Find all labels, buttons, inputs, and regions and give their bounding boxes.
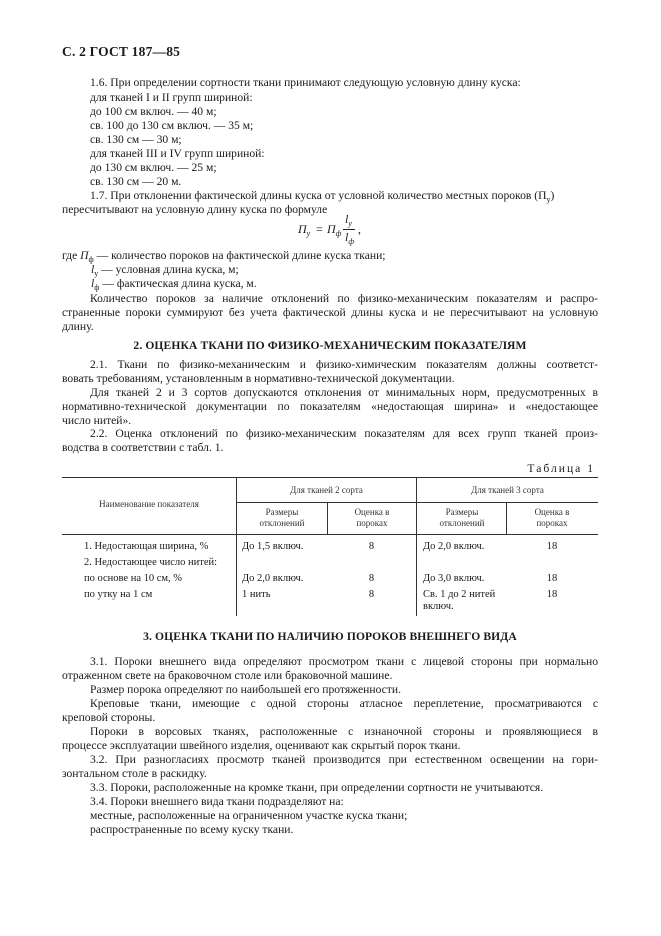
table-cell: До 2,0 включ. [423, 541, 485, 552]
col-header-size: Размеры отклонений [439, 507, 485, 528]
table-cell: 8 [368, 541, 375, 552]
paragraph: вовать требованиям, установленным в нормативно-технической документации. [62, 372, 455, 385]
list-line: местные, расположенные на ограниченном участке куска ткани; [90, 809, 408, 822]
table-cell: Св. 1 до 2 нитей [423, 589, 496, 600]
where-line: где $П_ф$ — количество пороков на фактической длине куска ткани; [62, 249, 386, 264]
table-cell: 8 [368, 589, 375, 600]
paragraph: 3.4. Пороки внешнего вида ткани подразделяют на: [90, 795, 344, 808]
table-rule-top [62, 477, 598, 478]
table-cell: 18 [546, 589, 558, 600]
list-line: до 100 см включ. — 40 м; [90, 105, 217, 118]
table-cell: До 2,0 включ. [242, 573, 304, 584]
table-vline [327, 502, 328, 534]
paragraph: 2.1. Ткани по физико-механическим и физико-химическим показателям должны соответст- [90, 358, 598, 371]
table-cell: по утку на 1 см [84, 589, 153, 600]
col-header-score: Оценка в пороках [354, 507, 390, 528]
paragraph: страненные пороки суммируют без учета фактической длины куска и не пересчитывают на условную [62, 306, 598, 319]
col-header-name: Наименование показателя [99, 499, 199, 509]
paragraph: Пороки в ворсовых тканях, расположенные с изнаночной стороны и проявляющиеся в [90, 725, 598, 738]
formula [298, 212, 378, 248]
list-line: св. 130 см — 20 м. [90, 175, 182, 188]
table-vline [236, 534, 237, 616]
paragraph: отраженном свете на браковочном столе или браковочной машине. [62, 669, 393, 682]
paragraph: Количество пороков за наличие отклонений по физико-механическим показателям и распро- [90, 292, 598, 305]
formula-lhs: $П_у$ [298, 222, 311, 238]
paragraph: Размер порока определяют по наибольшей его протяженности. [90, 683, 401, 696]
paragraph: нормативно-технической документации по показателям «недостающая ширина» и «недостающее [62, 400, 598, 413]
paragraph: 2.2. Оценка отклонений по физико-механическим показателям для всех групп тканей произ- [90, 427, 598, 440]
list-line: распространенные по всему куску ткани. [90, 823, 294, 836]
list-line: для тканей I и II групп шириной: [90, 91, 253, 104]
where-line: $l_у$ — условная длина куска, м; [91, 263, 239, 278]
col-group-3: Для тканей 3 сорта [471, 485, 544, 495]
table-cell: До 1,5 включ. [242, 541, 304, 552]
paragraph: 3.3. Пороки, расположенные на кромке ткани, при определении сортности не учитываются. [90, 781, 544, 794]
formula-denominator: $l_ф$ [345, 230, 355, 246]
paragraph: число нитей». [62, 414, 132, 427]
table-cell: по основе на 10 см, % [84, 573, 183, 584]
paragraph: Креповые ткани, имеющие с одной стороны атласное переплетение, просматриваются с [90, 697, 598, 710]
formula-eq: = [316, 222, 323, 236]
table-cell: 8 [368, 573, 375, 584]
paragraph: зонтальном столе в раскидку. [62, 767, 207, 780]
list-line: до 130 см включ. — 25 м; [90, 161, 217, 174]
table-cell: 2. Недостающее число нитей: [84, 557, 218, 568]
table-cell: 1 нить [242, 589, 271, 600]
formula-comma: , [358, 222, 361, 236]
table-cell: включ. [423, 601, 454, 612]
para-1-7: 1.7. При отклонении фактической длины куска от условной количество местных пороков $(П_у)$ [90, 189, 555, 204]
where-line: $l_ф$ — фактическая длина куска, м. [91, 277, 257, 292]
list-line: св. 100 до 130 см включ. — 35 м; [90, 119, 254, 132]
table-cell: 18 [546, 573, 558, 584]
paragraph: водства в соответствии с табл. 1. [62, 441, 224, 454]
paragraph: процессе эксплуатации швейного изделия, оценивают как скрытый порок ткани. [62, 739, 461, 752]
paragraph: 3.1. Пороки внешнего вида определяют просмотром ткани с лицевой стороны при нормально [90, 655, 598, 668]
page-header: С. 2 ГОСТ 187—85 [62, 44, 181, 59]
paragraph: длину. [62, 320, 94, 333]
formula-rhs: $П_ф$ [327, 222, 342, 238]
section-2-heading: 2. ОЦЕНКА ТКАНИ ПО ФИЗИКО-МЕХАНИЧЕСКИМ ПОКАЗАТЕЛЯМ [133, 339, 527, 352]
table-cell: 1. Недостающая ширина, % [84, 541, 209, 552]
paragraph: креповой стороны. [62, 711, 156, 724]
list-line: св. 130 см — 30 м; [90, 133, 182, 146]
table-vline [506, 502, 507, 534]
table-caption: Таблица 1 [527, 462, 595, 475]
para-1-6: 1.6. При определении сортности ткани принимают следующую условную длину куска: [90, 76, 521, 89]
table-rule-header-bottom [62, 534, 598, 535]
formula-numerator: $l_у$ [345, 212, 352, 228]
section-3-heading: 3. ОЦЕНКА ТКАНИ ПО НАЛИЧИЮ ПОРОКОВ ВНЕШНЕГО ВИДА [143, 630, 517, 643]
table-rule-mid [236, 502, 598, 503]
paragraph: Для тканей 2 и 3 сортов допускаются отклонения от минимальных норм, предусмотренных в [90, 386, 598, 399]
table-vline [416, 534, 417, 616]
col-header-size: Размеры отклонений [259, 507, 305, 528]
table-cell: До 3,0 включ. [423, 573, 485, 584]
paragraph: 3.2. При разногласиях просмотр тканей производится при естественном освещении на гори- [90, 753, 598, 766]
col-group-2: Для тканей 2 сорта [290, 485, 363, 495]
para-1-7-cont: пересчитывают на условную длину куска по формуле [62, 203, 328, 216]
table-cell: 18 [546, 541, 558, 552]
list-line: для тканей III и IV групп шириной: [90, 147, 265, 160]
col-header-score: Оценка в пороках [534, 507, 570, 528]
